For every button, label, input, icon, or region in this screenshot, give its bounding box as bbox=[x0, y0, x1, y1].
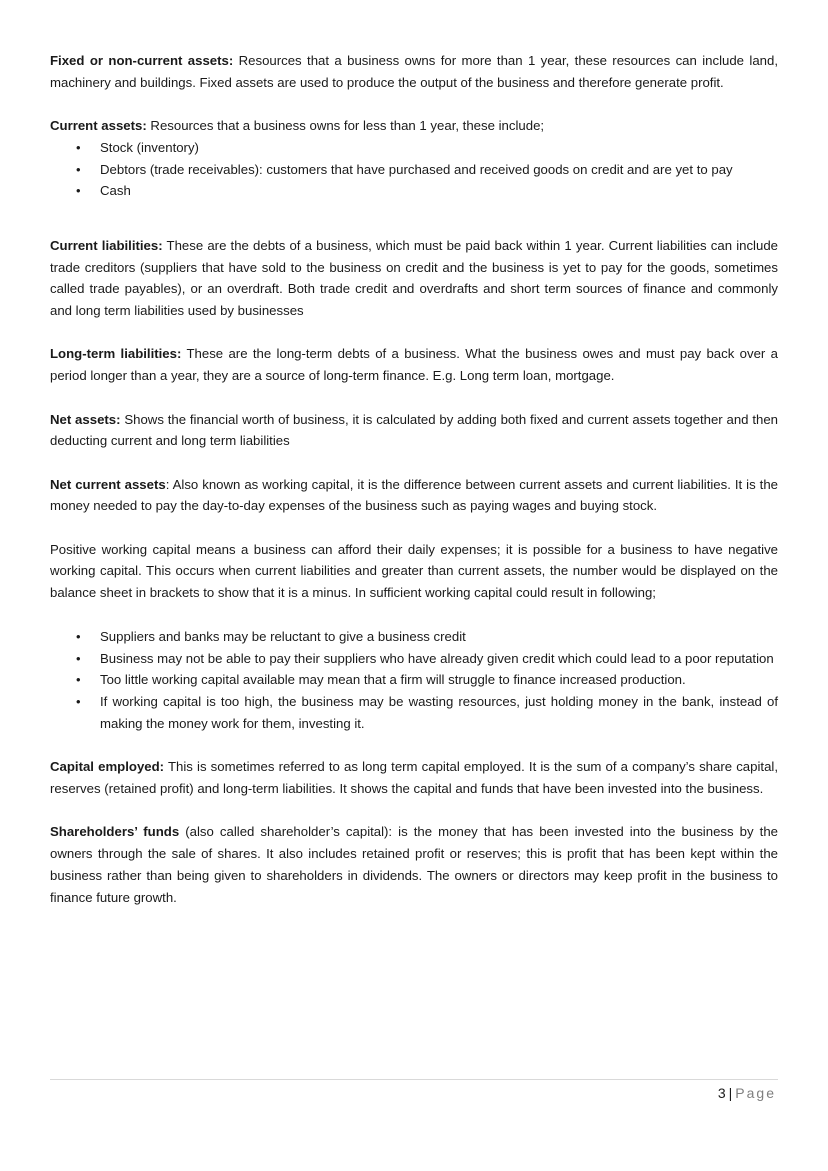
term-capital-employed: Capital employed: bbox=[50, 759, 165, 775]
footer-separator: | bbox=[728, 1085, 733, 1101]
definition-net-current-assets: : Also known as working capital, it is the difference between current assets and current liabilities. It is the money needed to pay the day-to-day expenses of the business such as paying wages and buying stock. bbox=[50, 476, 778, 514]
definition-fixed-assets: Resources that a business owns for more than 1 year, these resources can include land, machinery and buildings. Fixed assets are used to produce the output of the business and therefore generate profit. bbox=[50, 53, 778, 90]
term-fixed-assets: Fixed or non-current assets: bbox=[50, 53, 234, 68]
paragraph-net-assets bbox=[50, 409, 778, 452]
list-item: • Stock (inventory) bbox=[50, 137, 778, 159]
paragraph-current-liabilities bbox=[50, 235, 778, 322]
current-assets-list bbox=[50, 137, 778, 202]
term-net-current-assets: Net current assets bbox=[50, 476, 166, 492]
paragraph-current-assets bbox=[50, 115, 778, 137]
working-capital-list bbox=[50, 626, 778, 735]
bullet-icon: • bbox=[76, 672, 81, 688]
footer-divider bbox=[50, 1079, 778, 1080]
bullet-icon: • bbox=[76, 650, 81, 666]
definition-shareholders-funds: (also called shareholder’s capital): is the money that has been invested into the business by the owners through the sale of shares. It also includes retained profit or reserves; this is profit that has been kept within the business rather than being given to shareholders in dividends. The owners or directors may keep profit in the business to finance future growth. bbox=[50, 824, 778, 905]
list-item: • Business may not be able to pay their suppliers who have already given credit which could lead to a poor reputation bbox=[50, 648, 778, 670]
bullet-icon: • bbox=[76, 628, 81, 644]
definition-long-term-liabilities: These are the long-term debts of a business. What the business owes and must pay back over a period longer than a year, they are a source of long-term finance. E.g. Long term loan, mortgage. bbox=[50, 346, 778, 384]
definition-capital-employed: This is sometimes referred to as long term capital employed. It is the sum of a company’s share capital, reserves (retained profit) and long-term liabilities. It shows the capital and funds that have been invested into the business. bbox=[50, 759, 778, 797]
definition-net-assets: Shows the financial worth of business, it is calculated by adding both fixed and current assets together and then deducting current and long term liabilities bbox=[50, 411, 778, 449]
bullet-icon: • bbox=[76, 693, 81, 709]
definition-current-assets: Resources that a business owns for less than 1 year, these include; bbox=[146, 118, 545, 134]
paragraph-long-term-liabilities bbox=[50, 343, 778, 386]
page-footer bbox=[718, 1083, 776, 1103]
paragraph-capital-employed bbox=[50, 756, 778, 799]
bullet-icon: • bbox=[76, 139, 81, 155]
list-item: • Suppliers and banks may be reluctant to give a business credit bbox=[50, 626, 778, 648]
term-current-assets: Current assets: bbox=[50, 118, 147, 134]
paragraph-net-current-assets bbox=[50, 474, 778, 517]
paragraph-shareholders-funds bbox=[50, 821, 778, 908]
bullet-icon: • bbox=[76, 183, 81, 199]
term-shareholders-funds: Shareholders’ funds bbox=[50, 824, 180, 840]
bullet-icon: • bbox=[76, 161, 81, 177]
term-current-liabilities: Current liabilities: bbox=[50, 237, 163, 253]
definition-current-liabilities: These are the debts of a business, which must be paid back within 1 year. Current liabilities can include trade creditors (suppliers that have sold to the business on credit and the business is yet to pay for the goods, sometimes called trade payables), or an overdraft. Both trade credit and overdrafts and short term sources of finance and commonly and long term liabilities used by businesses bbox=[50, 237, 778, 319]
page-label: Page bbox=[735, 1085, 776, 1101]
list-item: • Debtors (trade receivables): customers that have purchased and received goods on credit and are yet to pay bbox=[50, 159, 778, 181]
list-item: • If working capital is too high, the business may be wasting resources, just holding money in the bank, instead of making the money work for them, investing it. bbox=[50, 691, 778, 734]
list-item: • Too little working capital available may mean that a firm will struggle to finance increased production. bbox=[50, 669, 778, 691]
paragraph-working-capital: Positive working capital means a business can afford their daily expenses; it is possible for a business to have negative working capital. This occurs when current liabilities and greater than current assets, the number would be displayed on the balance sheet in brackets to show that it is a minus. In sufficient working capital could result in following; bbox=[50, 541, 778, 601]
document-page bbox=[50, 50, 778, 930]
term-net-assets: Net assets: bbox=[50, 411, 121, 427]
list-item: • Cash bbox=[50, 180, 778, 202]
paragraph-fixed-assets bbox=[50, 50, 778, 93]
page-number: 3 bbox=[717, 1085, 726, 1101]
term-long-term-liabilities: Long-term liabilities: bbox=[50, 346, 182, 362]
